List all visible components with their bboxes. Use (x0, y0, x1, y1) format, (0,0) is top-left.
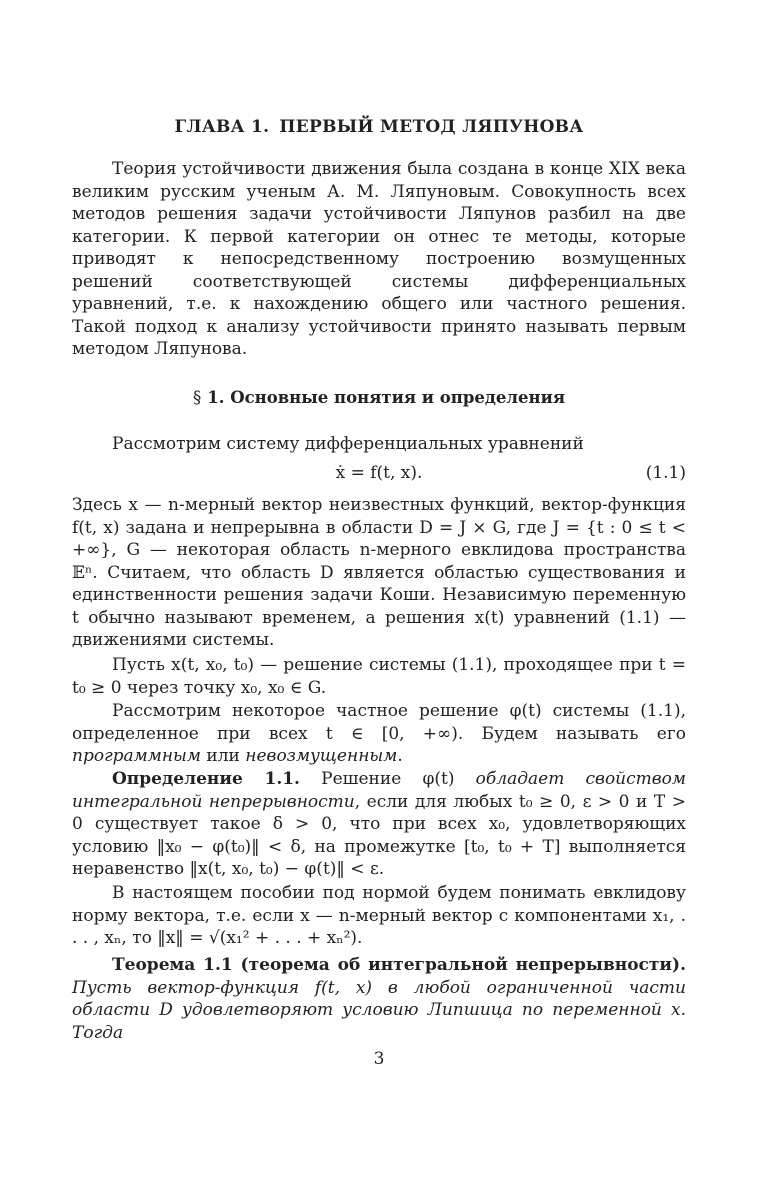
term-unperturbed: невозмущенным (245, 746, 398, 766)
section-title (72, 388, 686, 407)
here-paragraph: Здесь x — n-мерный вектор неизвестных функций, вектор-функция f(t, x) задана и непрерывна в области D = J × G, где J = {t : 0 ≤ t < +∞}, G — некоторая область n-мерного евклидова пространства 𝔼ⁿ. Считаем, что область D является областью существования и единственности решения задачи Коши. Независимую переменную t обычно называют временем, а решения x(t) уравнений (1.1) — движениями системы. (72, 495, 686, 650)
equation-body: ẋ = f(t, x). (335, 463, 423, 483)
let-paragraph: Пусть x(t, x₀, t₀) — решение системы (1.1), проходящее при t = t₀ ≥ 0 через точку x₀, x₀ ∈ G. (72, 655, 686, 698)
book-page (72, 0, 686, 1182)
particular-text-before: Рассмотрим некоторое частное решение φ(t) системы (1.1), определенное при всех t ∈ [0, +∞). Будем называть его (72, 701, 686, 744)
equation-number: (1.1) (645, 463, 686, 483)
chapter-heading: ПЕРВЫЙ МЕТОД ЛЯПУНОВА (279, 117, 584, 137)
term-programmed: программным (72, 746, 202, 766)
theorem-label: Теорема 1.1 (теорема об интегральной непрерывности). (112, 955, 686, 975)
definition-label: Определение 1.1. (112, 769, 300, 789)
chapter-title (72, 117, 686, 137)
particular-solution-paragraph (72, 700, 686, 768)
theorem-text: Пусть вектор-функция f(t, x) в любой ограниченной части области D удовлетворяют условию Липшица по переменной x. Тогда (72, 977, 686, 1043)
consider-paragraph: Рассмотрим систему дифференциальных уравнений (112, 434, 584, 454)
definition-text-c: , если для любых t₀ ≥ 0, ε > 0 и T > 0 существует такое δ > 0, что при всех x₀, удовлетворяющих условию ‖x₀ − φ(t₀)‖ < δ, на промежутке [t₀, t₀ + T] выполняется неравенство ‖x(t, x₀, t₀) − φ(t)‖ < ε. (72, 791, 686, 879)
norm-paragraph: В настоящем пособии под нормой будем понимать евклидову норму вектора, т.е. если x — n-мерный вектор с компонентами x₁, . . . , xₙ, то ‖x‖ = √(x₁² + . . . + xₙ²). (72, 883, 686, 948)
particular-text-after: . (397, 746, 403, 766)
chapter-number: ГЛАВА 1. (174, 117, 270, 137)
theorem-paragraph (72, 954, 686, 1044)
section-sign: § (192, 388, 202, 407)
definition-term: обладает свойством интегральной непрерывности (72, 769, 686, 812)
page-number: 3 (373, 1049, 385, 1069)
definition-paragraph (72, 768, 686, 881)
section-heading: 1. Основные понятия и определения (207, 388, 566, 407)
definition-text-a: Решение φ(t) (299, 769, 476, 789)
equation-1-1 (72, 463, 686, 487)
particular-text-middle: или (201, 746, 246, 766)
intro-paragraph: Теория устойчивости движения была создана в конце XIX века великим русским ученым А. М. Ляпуновым. Совокупность всех методов решения задачи устойчивости Ляпунов разбил на две категории. К первой категории он отнес те методы, которые приводят к непосредственному построению возмущенных решений соответствующей системы дифференциальных уравнений, т.е. к нахождению общего или частного решения. Такой подход к анализу устойчивости принято называть первым методом Ляпунова. (72, 159, 686, 359)
